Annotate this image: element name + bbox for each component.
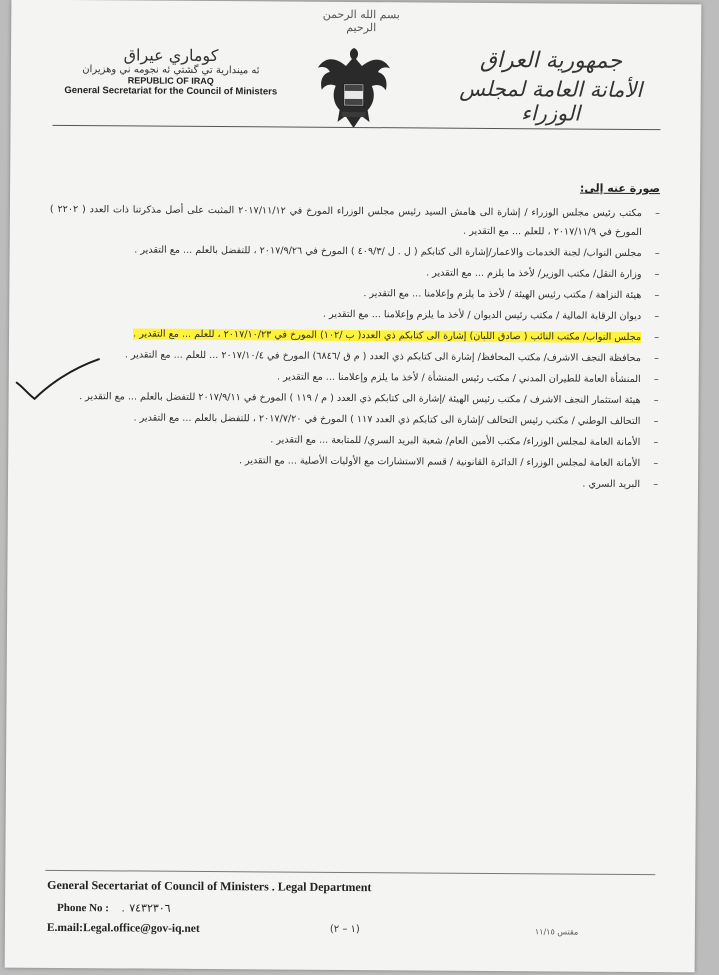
list-bullet-dash: – bbox=[654, 332, 660, 344]
footer-email: E.mail:Legal.office@gov-iq.net bbox=[46, 921, 200, 935]
footer-phone-label: Phone No : bbox=[57, 901, 110, 915]
letterhead-english-country: REPUBLIC OF IRAQ bbox=[127, 75, 214, 87]
copy-to-item-text: البريد السري . bbox=[582, 478, 641, 491]
letterhead-left bbox=[51, 45, 291, 98]
list-bullet-dash: – bbox=[654, 290, 660, 302]
copy-to-item bbox=[50, 240, 660, 263]
copy-to-list bbox=[48, 200, 660, 496]
basmala: بسم الله الرحمن الرحيم bbox=[322, 7, 400, 35]
copy-to-item-text: ديوان الرقابة المالية / مكتب رئيس الديوان / لأخذ ما يلزم وإعلامنا ... مع التقدير . bbox=[322, 308, 642, 323]
copy-to-item bbox=[49, 345, 659, 368]
handwritten-tick-mark-icon bbox=[13, 355, 103, 406]
document-page bbox=[5, 0, 702, 972]
letterhead-republic-title: جمهورية العراق bbox=[479, 47, 623, 74]
footer-divider bbox=[45, 870, 655, 875]
copy-to-item bbox=[50, 200, 660, 242]
list-bullet-dash: – bbox=[653, 458, 659, 470]
copy-to-item bbox=[49, 303, 659, 326]
copy-to-item-text: التحالف الوطني / مكتب رئيس التحالف /إشارة الى كتابكم ذي العدد ١١٧ ) المورخ في ٢٠١٧/٧/٢٠ ، للتفضل بالعلم ... مع التقدير . bbox=[133, 412, 641, 428]
iraq-eagle-emblem-icon bbox=[315, 44, 392, 133]
copy-to-item-text: مجلس النواب/ لجنة الخدمات والاعمار/إشارة الى كتابكم ( ل . ل /٤٠٩/٣ ) المورخ في ٢٠١٧/٩/٢٦ ، للتفضل بالعلم ... مع التقدير . bbox=[134, 244, 642, 260]
letterhead-english-secretariat: General Secretariat for the Council of Ministers bbox=[64, 84, 278, 98]
copy-to-item bbox=[49, 387, 659, 410]
copy-to-item bbox=[48, 429, 658, 452]
copy-to-item-text: محافظة النجف الاشرف/ مكتب المحافظ/ إشارة الى كتابكم ذي العدد ( م ق /٦٨٤٦) المورخ في ٢٠١٧/١٠/٤ ... للعلم ... مع التقدير . bbox=[124, 349, 641, 365]
copy-to-item bbox=[49, 282, 659, 305]
list-bullet-dash: – bbox=[654, 311, 660, 323]
list-bullet-dash: – bbox=[654, 269, 660, 281]
list-bullet-dash: – bbox=[653, 479, 659, 491]
copy-to-item bbox=[49, 366, 659, 389]
copy-to-item bbox=[49, 261, 659, 284]
copy-to-item-text: المنشأة العامة للطيران المدني / مكتب رئيس المنشأة / لأخذ ما يلزم وإعلامنا ... مع التقدير . bbox=[277, 371, 641, 386]
copy-to-item-text: الأمانة العامة لمجلس الوزراء/ مكتب الأمين العام/ شعبة البريد السري/ للمتابعة ... مع التقدير . bbox=[270, 434, 641, 449]
footer-department: General Secertariat of Council of Ministers . Legal Department bbox=[47, 877, 372, 895]
copy-to-item-text: هيئة النزاهة / مكتب رئيس الهيئة / لأخذ ما يلزم وإعلامنا ... مع التقدير . bbox=[363, 288, 642, 302]
letterhead-secretariat-title: الأمانة العامة لمجلس الوزراء bbox=[459, 76, 643, 126]
copy-to-item-text: وزارة النقل/ مكتب الوزير/ لأخذ ما يلزم ... مع التقدير . bbox=[426, 267, 642, 281]
list-bullet-dash: – bbox=[655, 208, 660, 220]
footer-phone bbox=[57, 901, 171, 915]
list-bullet-dash: – bbox=[653, 374, 659, 386]
copy-to-item-text: هيئة استثمار النجف الاشرف / مكتب رئيس الهيئة /إشارة الى كتابكم ذي العدد ( م / ١١٩ ) المورخ في ٢٠١٧/٩/١١ للتفضل بالعلم ... مع التقدير . bbox=[79, 391, 641, 407]
copy-to-heading: صورة عنه إلى: bbox=[579, 181, 661, 196]
list-bullet-dash: – bbox=[653, 395, 659, 407]
document-code: مقتس ١١/١٥ bbox=[534, 927, 579, 937]
list-bullet-dash: – bbox=[654, 353, 659, 365]
copy-to-item bbox=[48, 408, 658, 431]
list-bullet-dash: – bbox=[653, 437, 659, 449]
list-bullet-dash: – bbox=[654, 248, 660, 260]
footer-phone-value: . ٧٤٣٢٣٠٦ bbox=[121, 902, 171, 915]
letterhead-kurdish-title: كوماري عيراق bbox=[123, 45, 219, 66]
copy-to-item bbox=[49, 324, 659, 347]
list-bullet-dash: – bbox=[653, 416, 659, 428]
page-number: (١ – ٢) bbox=[329, 923, 360, 936]
copy-to-item bbox=[48, 471, 658, 494]
copy-to-item-text: الأمانة العامة لمجلس الوزراء / الدائرة القانونية / قسم الاستشارات مع الأوليات الأصلية ... مع التقدير . bbox=[238, 455, 641, 470]
letterhead-kurdish-subtitle: ئه ميندارية تي گشتي ئه نجومه ني وهزيران bbox=[82, 64, 260, 77]
copy-to-item-text: مجلس النواب/ مكتب النائب ( صادق اللبان) إشارة الى كتابكم ذي العدد( ب /١٠٢) المورخ في ٢٠١٧/١٠/٢٣ ، للعلم ... مع التقدير . bbox=[133, 328, 642, 344]
copy-to-item bbox=[48, 450, 658, 473]
copy-to-item-text: مكتب رئيس مجلس الوزراء / إشارة الى هامش السيد رئيس مجلس الوزراء المورخ في ٢٠١٧/١١/١٢ المثبت على أصل مذكرتنا ذات العدد ( ٢٢٠٢ ) المورخ في ٢٠١٧/١١/٩ ، للعلم ... مع التقدير . bbox=[49, 203, 642, 239]
letterhead-right bbox=[441, 48, 662, 127]
